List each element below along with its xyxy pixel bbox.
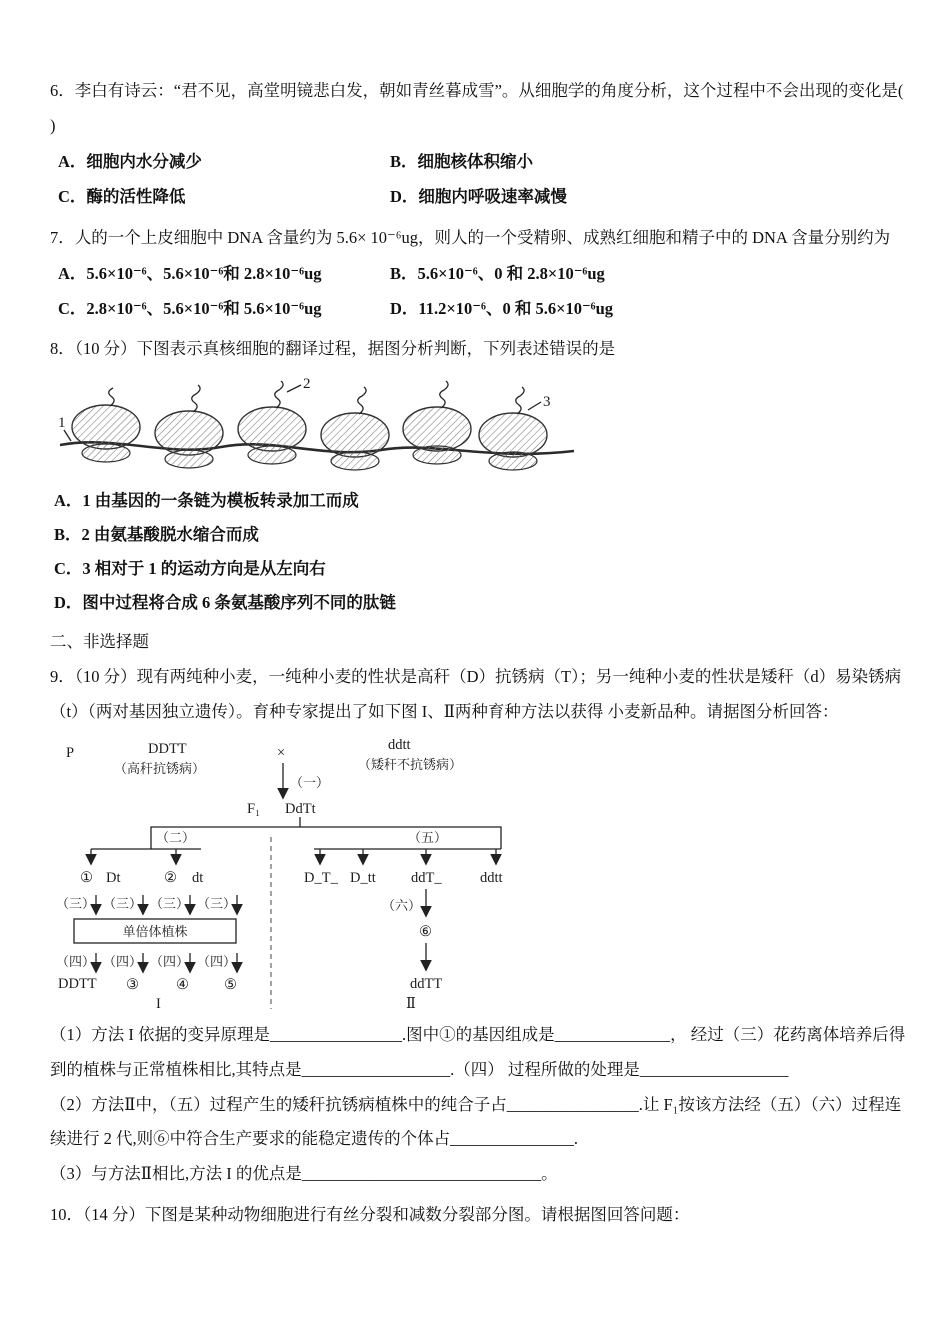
question-6-options [58,145,906,214]
translation-diagram-svg [56,375,578,477]
mrna-callout-label: 1 [58,415,66,432]
breeding-diagram [56,737,906,1016]
parent2-genotype: ddtt [388,737,411,754]
question-10 [50,1198,906,1233]
ribosome-callout-label: 3 [543,394,551,411]
ribosome-callout-line [528,402,541,410]
question-8-option-b: B．2 由氨基酸脱水缩合而成 [54,524,259,544]
question-8-options [50,484,906,619]
question-10-stem: 10．（14 分）下图是某种动物细胞进行有丝分裂和减数分裂部分图。请根据图回答问题： [50,1204,690,1224]
question-7-option-b: B．5.6×10⁻⁶、0 和 2.8×10⁻⁶ug [390,264,605,284]
question-9-sub-2: （2）方法Ⅱ中，（五）过程产生的矮秆抗锈病植株中的纯合子占________________.让 F₁按该方法经（五）（六）过程连续进行 2 代,则⑥中符合生产要求的能稳定遗传的个体占_______________. [50,1094,902,1149]
polypeptide-1 [109,388,114,406]
step-3-label-1: （三） [56,896,96,912]
gamete-1-circle: ① [80,870,93,887]
question-7-options [58,257,906,326]
haploid-box-label: 单倍体植株 [122,924,188,940]
question-9-sub-3: （3）与方法Ⅱ相比,方法 I 的优点是_____________________________。 [50,1163,558,1183]
question-8 [50,332,906,619]
question-9-sub-1: （1）方法 I 依据的变异原理是________________.图中①的基因组成是______________， 经过（三）花药离体培养后得到的植株与正常植株相比,其特点是__________________.（四） 过程所做的处理是__________________ [50,1025,906,1079]
circle-6: ⑥ [419,924,432,941]
question-6-option-b: B．细胞核体积缩小 [390,152,534,172]
question-7-stem: 7．人的一个上皮细胞中 DNA 含量约为 5.6× 10⁻⁶ug，则人的一个受精卵、成熟红细胞和精子中的 DNA 含量分别约为 [50,227,891,247]
offspring-3: ddT_ [411,870,442,887]
question-8-option-d: D．图中过程将合成 6 条氨基酸序列不同的肽链 [54,592,396,612]
question-6-option-a: A．细胞内水分减少 [58,152,202,172]
question-8-option-c: C．3 相对于 1 的运动方向是从左向右 [54,558,326,578]
question-6-option-d: D．细胞内呼吸速率减慢 [390,186,567,206]
step-3-label-4: （三） [197,896,237,912]
question-7-option-d: D．11.2×10⁻⁶、0 和 5.6×10⁻⁶ug [390,298,614,318]
method1-result-circle-3: ③ [126,977,139,994]
gamete-2: dt [192,870,204,887]
gamete-2-circle: ② [164,870,177,887]
step-3-label-2: （三） [103,896,143,912]
parent1-phenotype: （高秆抗锈病） [114,761,206,777]
polypeptide-callout-label: 2 [303,376,311,393]
mrna-callout-line [64,430,71,441]
question-6-option-c: C．酶的活性降低 [58,186,186,206]
step-6-label: （六） [382,898,422,914]
method1-result-circle-4: ④ [176,977,189,994]
gamete-1: Dt [106,870,121,887]
question-9-stem: 9．（10 分）现有两纯种小麦，一纯种小麦的性状是高秆（D）抗锈病（T）；另一纯种小麦的性状是矮秆（d）易染锈病（t）（两对基因独立遗传）。育种专家提出了如下图 I、Ⅱ两种育种方法以获得 小麦新品种。请据图分析回答： [50,667,902,721]
translation-diagram [56,375,906,482]
breeding-diagram-svg [56,737,596,1011]
split-line [151,827,501,849]
method-1-label: I [156,996,161,1012]
polypeptide-2 [192,385,200,412]
cross-symbol: × [277,745,286,762]
polypeptide-5 [440,381,448,408]
method2-final-genotype: ddTT [410,976,443,993]
offspring-2: D_tt [350,870,376,887]
question-6 [50,74,906,215]
offspring-4: ddtt [480,870,503,887]
step-4-label-1: （四） [56,954,96,970]
question-6-stem: 6．李白有诗云：“君不见，高堂明镜悲白发，朝如青丝暮成雪”。从细胞学的角度分析，这个过程中不会出现的变化是( ) [50,81,904,135]
question-8-stem: 8．（10 分）下图表示真核细胞的翻译过程，据图分析判断，下列表述错误的是 [50,339,616,359]
question-8-option-a: A．1 由基因的一条链为模板转录加工而成 [54,491,359,511]
step-5-label: （五） [408,830,448,846]
f1-label: F₁ [247,801,261,818]
question-7-option-c: C．2.8×10⁻⁶、5.6×10⁻⁶和 5.6×10⁻⁶ug [58,298,322,318]
parent2-phenotype: （矮秆不抗锈病） [358,757,463,773]
polypeptide-callout-line [287,385,301,392]
polypeptide-4 [358,387,366,414]
method-2-label: Ⅱ [406,996,416,1012]
ribosome-2 [155,385,223,468]
step-4-label-2: （四） [103,954,143,970]
question-9 [50,660,906,1191]
method1-result-genotype: DDTT [58,976,97,993]
offspring-1: D_T_ [304,870,338,887]
polypeptide-3 [275,381,283,408]
f1-genotype: DdTt [285,801,316,818]
ribosome-6 [479,387,547,470]
step-4-label-3: （四） [150,954,190,970]
step-2-label: （二） [156,830,196,846]
ribosome-1 [72,388,140,462]
step-1-label: （一） [290,775,330,791]
ribosome-4 [321,387,389,470]
ribosome-3 [238,381,306,464]
question-7 [50,221,906,327]
section-2-header: 二、非选择题 [50,632,149,652]
method1-result-circle-5: ⑤ [224,977,237,994]
question-7-option-a: A．5.6×10⁻⁶、5.6×10⁻⁶和 2.8×10⁻⁶ug [58,264,322,284]
step-3-label-3: （三） [150,896,190,912]
p-generation-label: P [66,745,75,762]
polypeptide-6 [516,387,524,414]
parent1-genotype: DDTT [148,741,187,758]
step-4-label-4: （四） [197,954,237,970]
